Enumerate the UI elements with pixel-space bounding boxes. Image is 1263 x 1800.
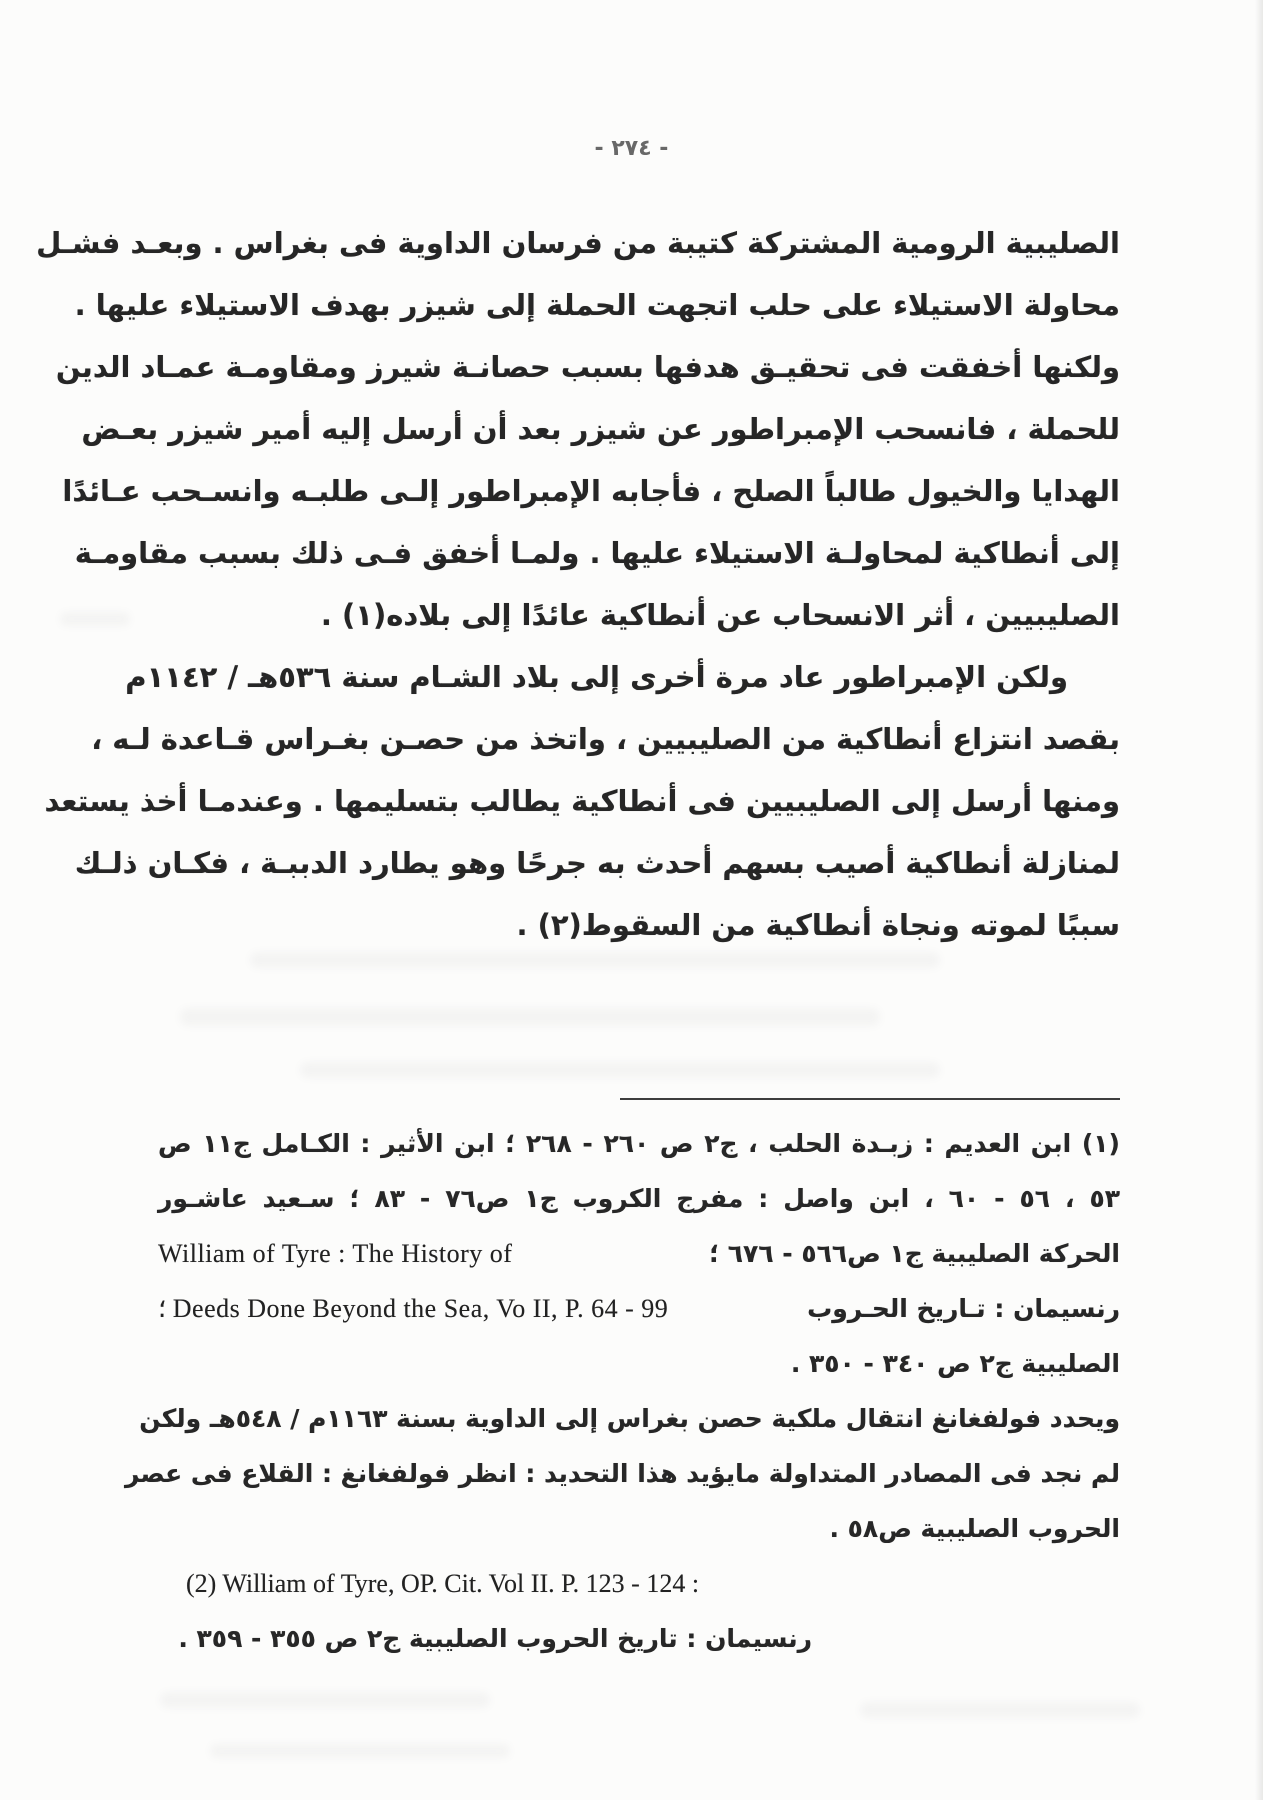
body-line: لمنازلة أنطاكية أصيب بسهم أحدث به جرحًا وهو يطارد الدببـة ، فكـان ذلـك — [74, 846, 1120, 880]
body-line-paragraph-end: الصليبيين ، أثر الانسحاب عن أنطاكية عائدًا إلى بلاده(١) . — [320, 598, 1120, 632]
body-line: ومنها أرسل إلى الصليبيين فى أنطاكية يطالب بتسليمها . وعندمـا أخذ يستعد — [44, 784, 1120, 818]
footnote-arabic-citation: رنسيمان : تـاريخ الحـروب — [807, 1294, 1120, 1323]
bleed-through-ghost — [180, 1008, 880, 1026]
footnote-1-line-mixed — [158, 1281, 1120, 1336]
footnote-1-line: الحروب الصليبية ص٥٨ . — [829, 1514, 1120, 1543]
footnote-1-line: الصليبية ج٢ ص ٣٤٠ - ٣٥٠ . — [790, 1349, 1120, 1378]
bleed-through-ghost — [160, 1692, 490, 1708]
footnote-separator-rule — [620, 1098, 1120, 1100]
body-line: للحملة ، فانسحب الإمبراطور عن شيزر بعد أن أرسل إليه أمير شيزر بعـض — [81, 412, 1120, 446]
page-number: - ٢٧٤ - — [594, 136, 669, 161]
footnote-2-line-english: (2) William of Tyre, OP. Cit. Vol II. P. 123 - 124 : — [186, 1569, 700, 1598]
body-line-paragraph-start: ولكن الإمبراطور عاد مرة أخرى إلى بلاد الشـام سنة ٥٣٦هـ / ١١٤٢م — [125, 660, 1068, 694]
bleed-through-ghost — [60, 612, 130, 626]
body-line: إلى أنطاكية لمحاولـة الاستيلاء عليها . ولمـا أخفق فـى ذلك بسبب مقاومـة — [74, 536, 1120, 570]
footnotes-block — [124, 1116, 1120, 1666]
footnote-2-line: رنسيمان : تاريخ الحروب الصليبية ج٢ ص ٣٥٥ - ٣٥٩ . — [178, 1624, 812, 1653]
footnote-1-line: لم نجد فى المصادر المتداولة مايؤيد هذا التحديد : انظر فولفغانغ : القلاع فى عصر — [124, 1459, 1120, 1488]
body-line-paragraph-end: سببًا لموته ونجاة أنطاكية من السقوط(٢) . — [516, 908, 1120, 942]
footnote-1-line: ويحدد فولفغانغ انتقال ملكية حصن بغراس إلى الداوية بسنة ١١٦٣م / ٥٤٨هـ ولكن — [139, 1404, 1120, 1433]
body-line: الهدايا والخيول طالباً الصلح ، فأجابه الإمبراطور إلـى طلبـه وانسـحب عـائدًا — [62, 474, 1120, 508]
footnote-1-line-mixed — [158, 1226, 1120, 1281]
body-line: محاولة الاستيلاء على حلب اتجهت الحملة إلى شيزر بهدف الاستيلاء عليها . — [74, 288, 1120, 322]
main-text-block — [36, 212, 1120, 956]
body-line: الصليبية الرومية المشتركة كتيبة من فرسان الداوية فى بغراس . وبعـد فشـل — [36, 226, 1120, 260]
body-line: بقصد انتزاع أنطاكية من الصليبيين ، واتخذ من حصـن بغـراس قـاعدة لـه ، — [91, 722, 1120, 756]
footnote-1-line: (١) ابن العديم : زبـدة الحلب ، ج٢ ص ٢٦٠ - ٢٦٨ ؛ ابن الأثير : الكـامل ج١١ ص — [158, 1129, 1120, 1158]
scan-edge-shadow — [1255, 0, 1263, 1800]
body-line: ولكنها أخفقت فى تحقيـق هدفها بسبب حصانـة شيرز ومقاومـة عمـاد الدين — [55, 350, 1120, 384]
bleed-through-ghost — [210, 1744, 510, 1758]
bleed-through-ghost — [860, 1702, 1140, 1718]
bleed-through-ghost — [300, 1062, 940, 1078]
footnote-arabic-citation: الحركة الصليبية ج١ ص٥٦٦ - ٦٧٦ ؛ — [709, 1239, 1120, 1268]
footnote-english-citation: William of Tyre : The History of — [158, 1239, 513, 1268]
footnote-english-citation: ؛ Deeds Done Beyond the Sea, Vo II, P. 64 - 99 — [158, 1294, 669, 1323]
footnote-1-line: ٥٣ ، ٥٦ - ٦٠ ، ابن واصل : مفرج الكروب ج١ ص٧٦ - ٨٣ ؛ سـعيد عاشـور — [158, 1184, 1120, 1213]
